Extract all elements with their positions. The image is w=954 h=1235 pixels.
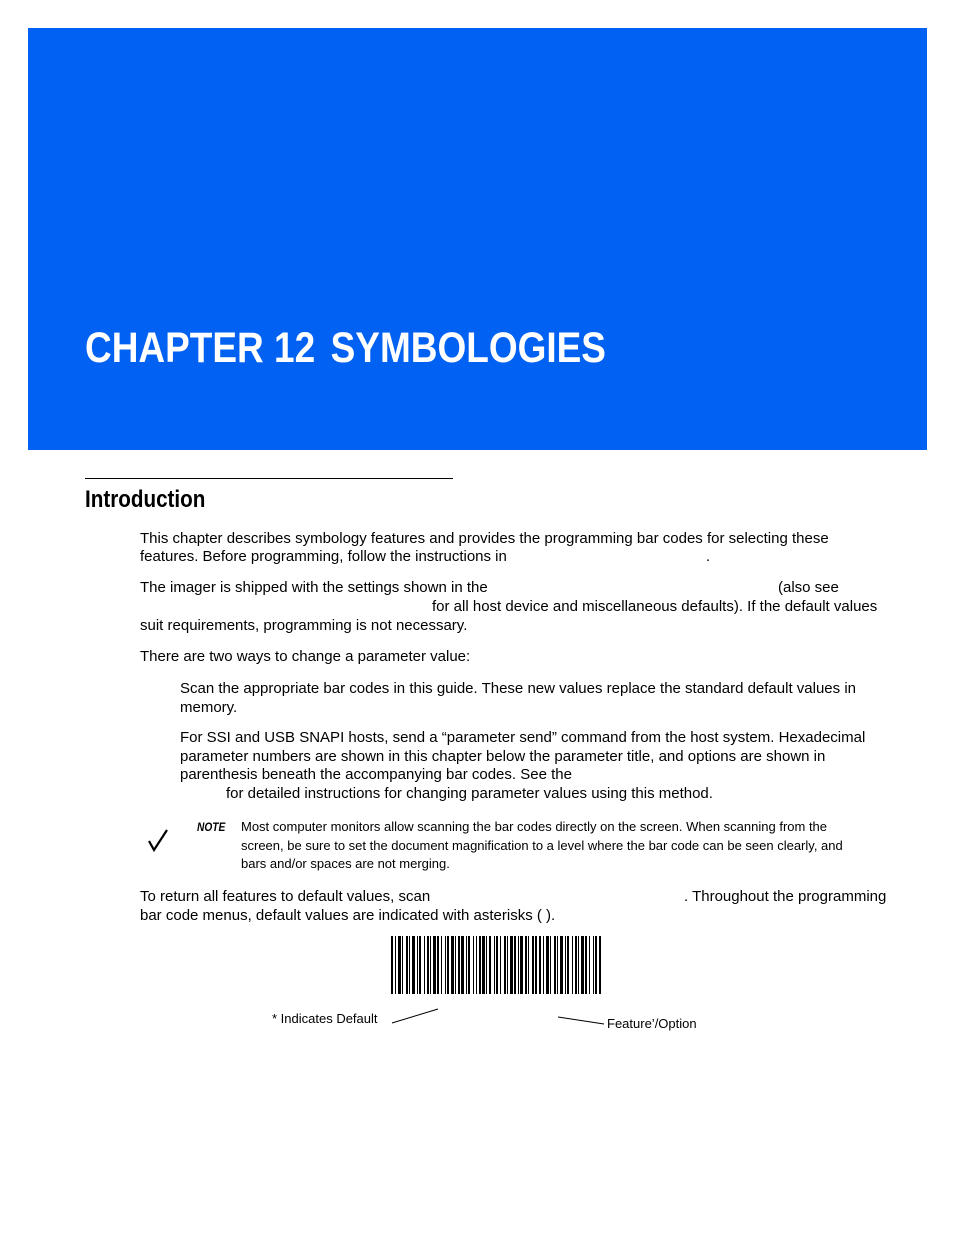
paragraph-line: bar code menus, default values are indicated with asterisks ( ). bbox=[140, 907, 556, 924]
chapter-title bbox=[85, 324, 606, 373]
barcode-bar bbox=[461, 936, 464, 994]
chapter-name: SYMBOLOGIES bbox=[330, 324, 606, 372]
paragraph-line: This chapter describes symbology features and provides the programming bar codes for selecting these bbox=[140, 530, 829, 547]
note-line: screen, be sure to set the document magnification to a level where the bar code can be seen clearly, and bbox=[241, 838, 843, 853]
paragraph-line: suit requirements, programming is not necessary. bbox=[140, 617, 468, 634]
barcode-bar bbox=[599, 936, 601, 994]
barcode-bar bbox=[445, 936, 446, 994]
paragraph-line: (also see bbox=[778, 579, 839, 596]
barcode-bar bbox=[419, 936, 421, 994]
barcode-bar bbox=[585, 936, 587, 994]
section-title: Introduction bbox=[85, 486, 206, 513]
paragraph-line: There are two ways to change a parameter value: bbox=[140, 648, 471, 665]
paragraph-line: for all host device and miscellaneous defaults). If the default values bbox=[432, 598, 878, 615]
barcode-bar bbox=[557, 936, 558, 994]
barcode-bar bbox=[427, 936, 429, 994]
barcode-bar bbox=[520, 936, 523, 994]
barcode-bar bbox=[406, 936, 408, 994]
barcode-bar bbox=[447, 936, 449, 994]
barcode-bar bbox=[554, 936, 556, 994]
barcode-bar bbox=[430, 936, 431, 994]
barcode-bar bbox=[409, 936, 410, 994]
barcode-bar bbox=[424, 936, 425, 994]
paragraph-line: The imager is shipped with the settings shown in the bbox=[140, 579, 488, 596]
note-line: bars and/or spaces are not merging. bbox=[241, 856, 450, 871]
paragraph-line: . Throughout the programming bbox=[684, 888, 887, 905]
barcode-bar bbox=[575, 936, 577, 994]
barcode-bar bbox=[489, 936, 491, 994]
chapter-banner bbox=[28, 28, 927, 450]
paragraph-line: features. Before programming, follow the instructions in bbox=[140, 548, 507, 565]
barcode-bar bbox=[593, 936, 594, 994]
bullet-line: parameter numbers are shown in this chapter below the parameter title, and options are shown in bbox=[180, 748, 826, 765]
checkmark-icon bbox=[147, 828, 171, 854]
feature-option-label: Feature’/Option bbox=[607, 1016, 697, 1031]
barcode-bar bbox=[518, 936, 519, 994]
barcode-bar bbox=[417, 936, 418, 994]
barcode-image bbox=[391, 936, 601, 994]
barcode-bar bbox=[581, 936, 584, 994]
note-line: Most computer monitors allow scanning the bar codes directly on the screen. When scanning from the bbox=[241, 819, 828, 834]
barcode-bar bbox=[560, 936, 563, 994]
barcode-bar bbox=[532, 936, 534, 994]
barcode-bar bbox=[441, 936, 442, 994]
barcode-bar bbox=[543, 936, 544, 994]
barcode-bar bbox=[504, 936, 506, 994]
bullet-line: memory. bbox=[180, 699, 238, 716]
barcode-bar bbox=[473, 936, 474, 994]
barcode-bar bbox=[525, 936, 527, 994]
bullet-line: parenthesis beneath the accompanying bar codes. See the bbox=[180, 766, 572, 783]
barcode-bar bbox=[458, 936, 460, 994]
bullet-line: for detailed instructions for changing parameter values using this method. bbox=[226, 785, 713, 802]
barcode-bar bbox=[572, 936, 573, 994]
barcode-bar bbox=[535, 936, 537, 994]
bullet-line: Scan the appropriate bar codes in this guide. These new values replace the standard default values in bbox=[180, 680, 856, 697]
barcode-bar bbox=[514, 936, 516, 994]
barcode-bar bbox=[433, 936, 436, 994]
barcode-bar bbox=[546, 936, 549, 994]
barcode-bar bbox=[468, 936, 470, 994]
barcode-bar bbox=[402, 936, 403, 994]
bullet-line: For SSI and USB SNAPI hosts, send a “parameter send” command from the host system. Hexadecimal bbox=[180, 729, 866, 746]
chapter-number: CHAPTER 12 bbox=[85, 324, 316, 372]
barcode-bar bbox=[510, 936, 513, 994]
feature-leader-line bbox=[558, 1017, 604, 1024]
note-label: NOTE bbox=[197, 820, 226, 834]
barcode-bar bbox=[500, 936, 501, 994]
barcode-bar bbox=[486, 936, 487, 994]
barcode-bar bbox=[398, 936, 401, 994]
barcode-bar bbox=[589, 936, 590, 994]
barcode-bar bbox=[539, 936, 541, 994]
barcode-bar bbox=[595, 936, 597, 994]
barcode-bar bbox=[476, 936, 477, 994]
barcode-bar bbox=[567, 936, 569, 994]
barcode-bar bbox=[479, 936, 481, 994]
barcode-bar bbox=[437, 936, 439, 994]
paragraph-line: To return all features to default values, scan bbox=[140, 888, 431, 905]
barcode-bar bbox=[391, 936, 393, 994]
barcode-bar bbox=[528, 936, 529, 994]
barcode-bar bbox=[578, 936, 579, 994]
barcode-bar bbox=[496, 936, 498, 994]
barcode-bar bbox=[482, 936, 485, 994]
default-leader-line bbox=[392, 1009, 438, 1023]
barcode-bar bbox=[412, 936, 415, 994]
paragraph-line: . bbox=[706, 548, 711, 565]
section-rule bbox=[85, 478, 453, 479]
barcode-bar bbox=[395, 936, 396, 994]
barcode-bar bbox=[455, 936, 456, 994]
barcode-bar bbox=[507, 936, 508, 994]
barcode-bar bbox=[565, 936, 566, 994]
barcode-bar bbox=[494, 936, 495, 994]
default-indicator-label: * Indicates Default bbox=[272, 1011, 378, 1026]
barcode-bar bbox=[466, 936, 467, 994]
barcode-bar bbox=[451, 936, 454, 994]
barcode-bar bbox=[550, 936, 551, 994]
